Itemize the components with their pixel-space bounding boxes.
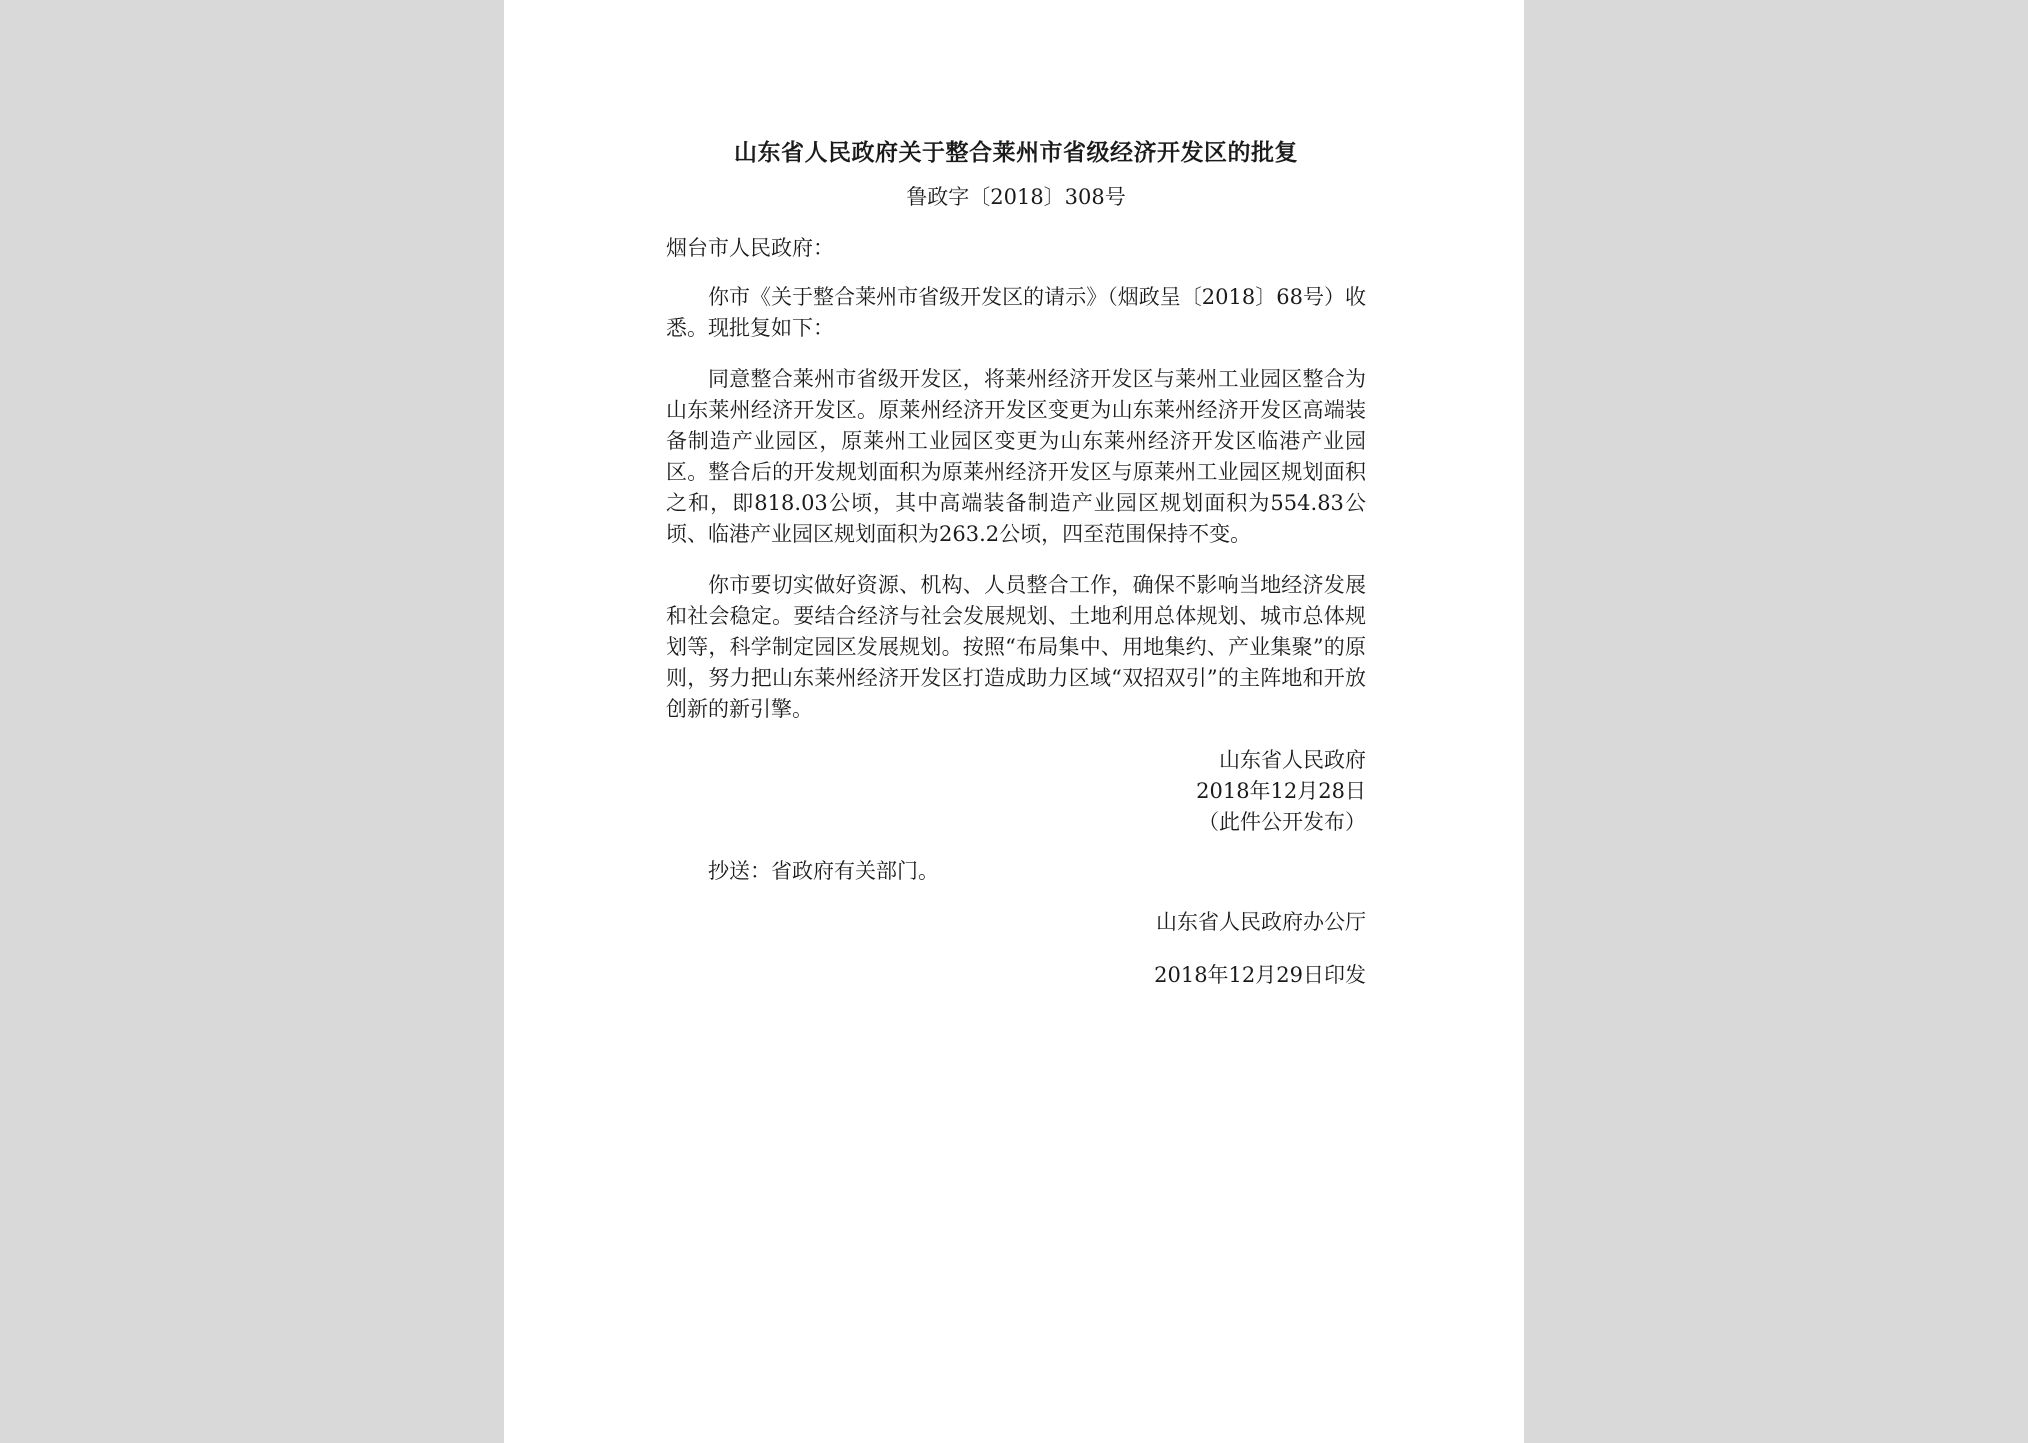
paragraph-approval: 同意整合莱州市省级开发区，将莱州经济开发区与莱州工业园区整合为山东莱州经济开发区。原莱州经济开发区变更为山东莱州经济开发区高端装备制造产业园区，原莱州工业园区变更为山东莱州经济开发区临港产业园区。整合后的开发规划面积为原莱州经济开发区与原莱州工业园区规划面积之和，即818.03公顷，其中高端装备制造产业园区规划面积为554.83公顷、临港产业园区规划面积为263.2公顷，四至范围保持不变。 xyxy=(666,367,1366,547)
document-title: 山东省人民政府关于整合莱州市省级经济开发区的批复 xyxy=(734,139,1298,166)
salutation: 烟台市人民政府： xyxy=(666,236,834,261)
paragraph-receipt: 你市《关于整合莱州市省级开发区的请示》（烟政呈〔2018〕68号）收悉。现批复如下： xyxy=(666,285,1366,341)
paragraph-requirements: 你市要切实做好资源、机构、人员整合工作，确保不影响当地经济发展和社会稳定。要结合经济与社会发展规划、土地利用总体规划、城市总体规划等，科学制定园区发展规划。按照“布局集中、用地集约、产业集聚”的原则，努力把山东莱州经济开发区打造成助力区域“双招双引”的主阵地和开放创新的新引擎。 xyxy=(666,573,1366,722)
issuing-office: 山东省人民政府办公厅 xyxy=(1156,910,1366,935)
publication-note: （此件公开发布） xyxy=(1198,810,1366,835)
cc-line: 抄送：省政府有关部门。 xyxy=(708,859,939,884)
document-content xyxy=(666,138,1366,991)
signature-block xyxy=(666,745,1366,838)
document-page xyxy=(504,0,1524,1443)
print-date: 2018年12月29日印发 xyxy=(1154,963,1366,988)
signature-org: 山东省人民政府 xyxy=(1219,748,1366,773)
document-number: 鲁政字〔2018〕308号 xyxy=(906,184,1126,209)
signature-date: 2018年12月28日 xyxy=(1196,779,1366,804)
